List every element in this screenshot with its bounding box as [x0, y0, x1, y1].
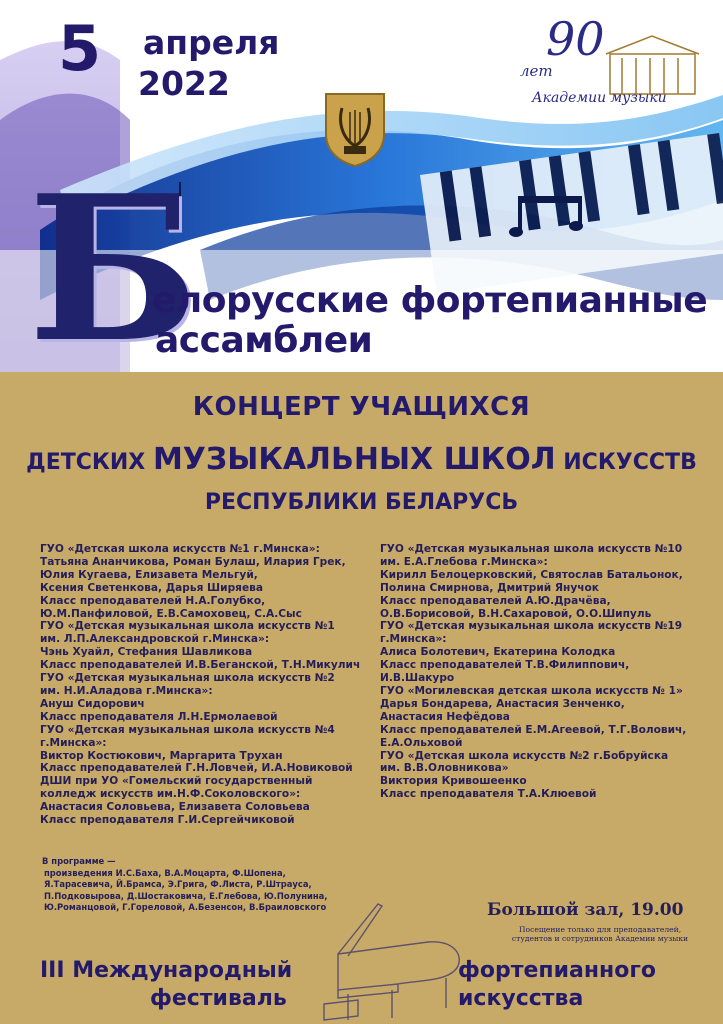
participant-line: О.В.Борисовой, В.Н.Сахаровой, О.О.Шипуль	[380, 607, 652, 620]
participant-line: им. Н.И.Аладова г.Минска»:	[40, 684, 213, 697]
participant-line: Чэнь Хуайл, Стефания Шавликова	[40, 646, 253, 659]
participant-line: Ануш Сидорович	[40, 697, 145, 710]
attendance-note-line1: Посещение только для преподавателей,	[518, 925, 682, 934]
program-block	[40, 856, 340, 914]
participant-line: ГУО «Детская школа искусств №2 г.Бобруйска	[380, 749, 669, 762]
program-line: П.Подковырова, Д.Шостаковича, Е.Глебова, Ю.Полунина,	[44, 890, 328, 901]
participant-line: ГУО «Детская музыкальная школа искусств №1	[40, 620, 335, 633]
participant-line: ГУО «Детская музыкальная школа искусств №10	[380, 543, 683, 555]
date-month: апреля	[143, 23, 280, 62]
participant-line: Класс преподавателя Л.Н.Ермолаевой	[40, 710, 278, 723]
participant-line: ГУО «Детская музыкальная школа искусств №2	[40, 672, 335, 685]
festival-line1: III Международный	[40, 958, 293, 983]
series-title-line1: елорусские фортепианные	[152, 280, 708, 321]
participant-line: Полина Смирнова, Дмитрий Янучок	[380, 581, 599, 594]
series-initial: Б	[28, 152, 199, 372]
participant-line: Класс преподавателей А.Ю.Драчёва,	[380, 594, 611, 607]
participant-line: И.В.Шакуро	[380, 672, 455, 685]
anniversary-number: 90	[546, 12, 605, 66]
grand-piano-icon	[318, 894, 468, 1024]
participant-line: им. Л.П.Александровской г.Минска»:	[40, 633, 270, 646]
participant-line: Класс преподавателей Т.В.Филиппович,	[380, 659, 630, 672]
anniversary-years: лет	[520, 62, 553, 80]
attendance-note-line2: студентов и сотрудников Академии музыки	[511, 934, 689, 943]
participant-line: Анастасия Нефёдова	[380, 710, 510, 723]
participant-line: Татьяна Ананчикова, Роман Булаш, Илария Грек,	[40, 555, 346, 568]
attendance-note	[495, 925, 705, 943]
participant-line: Ксения Светенкова, Дарья Ширяева	[40, 581, 263, 594]
participant-line: им. Е.А.Глебова г.Минска»:	[380, 555, 548, 568]
festival-line4: искусства	[458, 986, 584, 1011]
participant-line: Е.А.Ольховой	[380, 736, 463, 749]
participant-line: Виктор Костюкович, Маргарита Трухан	[40, 749, 283, 762]
heading-republic: РЕСПУБЛИКИ БЕЛАРУСЬ	[204, 490, 519, 515]
festival-line2: фестиваль	[150, 986, 287, 1011]
participant-line: ДШИ при УО «Гомельский государственный	[40, 775, 313, 788]
program-line: Я.Тарасевича, Й.Брамса, Э.Грига, Ф.Листа, Р.Штрауса,	[44, 879, 312, 890]
participant-line: Класс преподавателей Е.М.Агеевой, Т.Г.Волович,	[380, 723, 687, 736]
participant-line: Ю.М.Панфиловой, Е.В.Самоховец, С.А.Сыс	[40, 607, 302, 620]
participant-line: Юлия Кугаева, Елизавета Мельгуй,	[40, 568, 258, 581]
participant-line: Класс преподавателя Г.И.Сергейчиковой	[40, 814, 295, 827]
participant-line: Анастасия Соловьева, Елизавета Соловьева	[40, 801, 310, 814]
participant-line: г.Минска»:	[40, 736, 107, 749]
participant-line: Класс преподавателей Н.А.Голубко,	[40, 594, 266, 607]
participant-line: Алиса Болотевич, Екатерина Колодка	[380, 646, 616, 659]
date-day: 5	[58, 12, 102, 85]
program-line: Ю.Романцовой, Г.Гореловой, А.Безенсон, В.Браиловского	[44, 902, 327, 913]
venue-time: Большой зал, 19.00	[487, 900, 684, 920]
participant-line: Класс преподавателей И.В.Беганской, Т.Н.Микулич	[40, 659, 361, 672]
header-artwork	[0, 0, 723, 372]
heading-schools-a: ДЕТСКИХ	[26, 450, 153, 475]
participant-line: ГУО «Могилевская детская школа искусств № 1»	[380, 684, 683, 697]
date-year: 2022	[138, 64, 230, 103]
lyre-emblem-icon	[320, 86, 390, 168]
festival-line3: фортепианного	[458, 958, 656, 983]
series-title-line2: ассамблеи	[155, 320, 373, 361]
anniversary-logo	[510, 14, 710, 134]
program-title: В программе —	[42, 856, 116, 866]
participant-line: Класс преподавателей Г.Н.Ловчей, И.А.Новиковой	[40, 762, 353, 775]
participant-line: ГУО «Детская школа искусств №1 г.Минска»:	[40, 543, 320, 555]
participant-line: Дарья Бондарева, Анастасия Зенченко,	[380, 697, 625, 710]
participant-line: ГУО «Детская музыкальная школа искусств №19	[380, 620, 683, 633]
participant-line: колледж искусств им.Н.Ф.Соколовского»:	[40, 788, 301, 801]
content-panel	[0, 372, 723, 1024]
heading-schools-c: ИСКУССТВ	[555, 450, 697, 475]
participants-left	[40, 543, 370, 827]
participant-line: им. В.В.Оловникова»	[380, 762, 509, 775]
program-line: произведения И.С.Баха, В.А.Моцарта, Ф.Шопена,	[44, 867, 286, 878]
participant-line: Класс преподавателя Т.А.Клюевой	[380, 788, 597, 801]
participant-line: ГУО «Детская музыкальная школа искусств №4	[40, 723, 335, 736]
heading-schools	[0, 442, 723, 477]
participants-right	[380, 543, 710, 801]
heading-concert: КОНЦЕРТ УЧАЩИХСЯ	[192, 392, 531, 422]
anniversary-academy: Академии музыки	[532, 90, 667, 106]
participant-line: г.Минска»:	[380, 633, 447, 646]
participant-line: Кирилл Белоцерковский, Святослав Батальонок,	[380, 568, 683, 581]
heading-schools-b: МУЗЫКАЛЬНЫХ ШКОЛ	[152, 442, 556, 477]
participant-line: Виктория Кривошеенко	[380, 775, 527, 788]
